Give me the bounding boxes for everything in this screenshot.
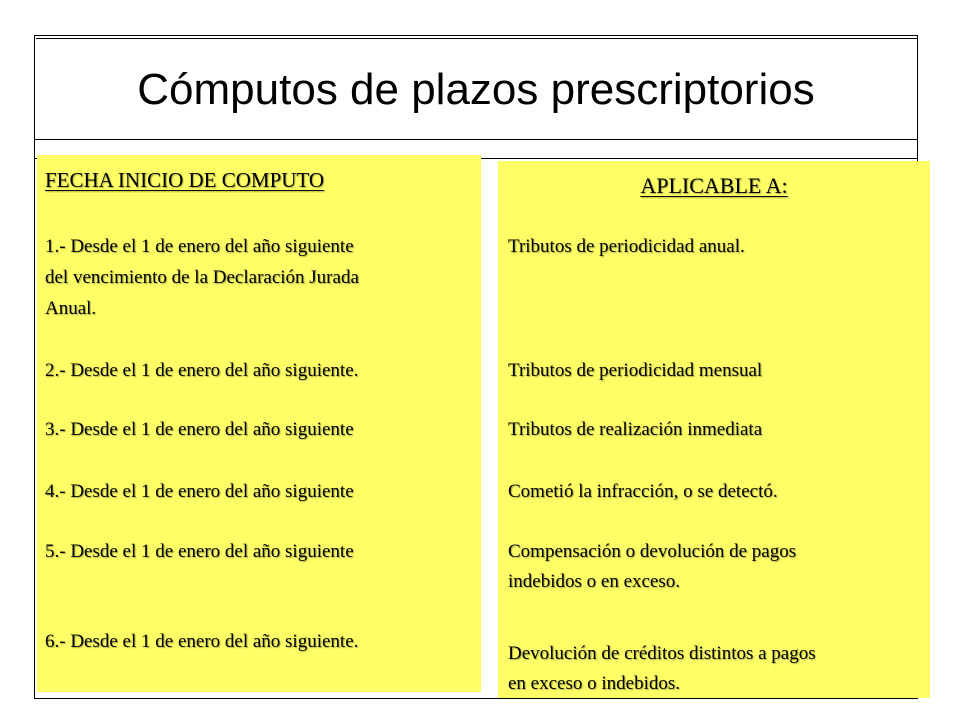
start-date-item-5: 5.- Desde el 1 de enero del año siguiente xyxy=(45,541,354,562)
start-date-item-2: 2.- Desde el 1 de enero del año siguiente. xyxy=(45,360,359,381)
start-date-item-1-line-2: del vencimiento de la Declaración Jurada xyxy=(45,267,359,288)
applicable-to-heading xyxy=(500,172,928,200)
applicable-item-4: Cometió la infracción, o se detectó. xyxy=(508,481,778,502)
slide-title: Cómputos de plazos prescriptorios xyxy=(137,65,815,114)
title-bottom-rule xyxy=(34,139,918,140)
start-date-item-1-line-3: Anual. xyxy=(45,298,97,319)
frame-top-rule xyxy=(36,38,917,39)
applicable-item-5-line-2: indebidos o en exceso. xyxy=(508,571,681,592)
applicable-item-2: Tributos de periodicidad mensual xyxy=(508,360,763,381)
start-date-item-4: 4.- Desde el 1 de enero del año siguiente xyxy=(45,481,354,502)
applicable-item-6-line-1: Devolución de créditos distintos a pagos xyxy=(508,643,816,664)
applicable-item-3: Tributos de realización inmediata xyxy=(508,419,763,440)
applicable-to-heading-text: APLICABLE A: xyxy=(640,173,788,198)
start-date-item-1-line-1: 1.- Desde el 1 de enero del año siguiente xyxy=(45,236,354,257)
applicable-item-6-line-2: en exceso o indebidos. xyxy=(508,673,681,694)
start-date-heading: FECHA INICIO DE COMPUTO xyxy=(45,168,325,192)
start-date-item-6: 6.- Desde el 1 de enero del año siguiente. xyxy=(45,631,359,652)
applicable-item-5-line-1: Compensación o devolución de pagos xyxy=(508,541,797,562)
start-date-item-3: 3.- Desde el 1 de enero del año siguiente xyxy=(45,419,354,440)
applicable-item-1: Tributos de periodicidad anual. xyxy=(508,236,745,257)
